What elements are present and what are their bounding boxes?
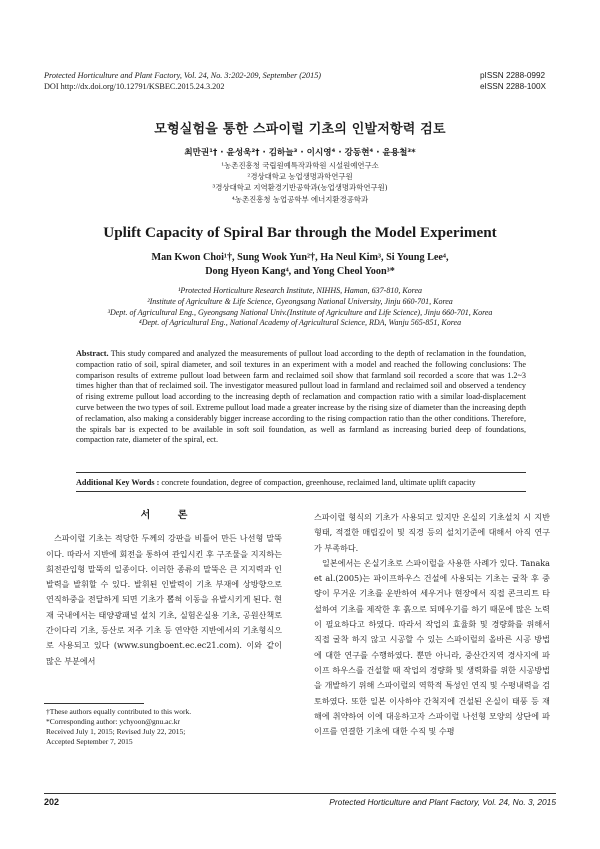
footnote: *Corresponding author: ychyoon@gnu.ac.kr [46,717,180,726]
body-paragraph: 일본에서는 온실기초로 스파이럴을 사용한 사례가 있다. Tanaka et al.(2005)는 파이프하우스 건설에 사용되는 기초는 굴착 후 중량이 무거운 기초를 운반하여 세우거나 현장에서 직접 콘크리트 타설하여 기초를 제작한 후 흙으로 되메우기를 하기 때문에 많은 노력이 필요하다고 하였다. 따라서 작업의 효율화 및 경량화를 위해서 직접 굴착 하지 않고 시공할 수 있는 스파이럴의 올바른 시공 방법에 대한 연구를 수행하였다. 뿐만 아니라, 중산간지역 경사지에 파이프 하우스를 건설할 때 작업의 경량화 및 생력화를 위한 시공방법을 개발하기 위해 스파이럴의 역학적 특성인 연직 및 수평내력을 검토하였다. 또한 일본 이사하야 간척지에 건설된 온실이 태풍 등 재해에 취약하여 이에 대응하고자 스파이럴 나선형 모양의 상단에 파이프를 연결한 기초에 대한 수직 및 수평 [314,557,550,737]
journal-header [44,70,321,92]
korean-title: 모형실험을 통한 스파이럴 기초의 인발저항력 검토 [154,122,446,137]
footer-journal: Protected Horticulture and Plant Factory, Vol. 24, No. 3, 2015 [329,797,556,807]
section-title: 서 론 [140,510,200,521]
divider [76,491,526,492]
english-affiliation: ²Institute of Agriculture & Life Science, Gyeongsang National University, Jinju 660-701, Korea [147,296,453,306]
abstract [76,349,526,446]
english-affiliation: ³Dept. of Agricultural Eng., Gyeongsang National Univ.(Institute of Agriculture and Life Science), Jinju 660-701, Korea [107,307,493,317]
english-affiliation: ⁴Dept. of Agricultural Eng., National Academy of Agricultural Science, RDA, Wanju 565-851, Korea [138,318,462,328]
body-paragraph: 스파이럴 형식의 기초가 사용되고 있지만 온실의 기초설치 시 지반형태, 적절한 매립깊이 및 직경 등의 설치기준에 대해서 아직 연구가 부족하다. [314,512,550,553]
divider [76,472,526,473]
english-authors [0,251,600,279]
eissn: eISSN 2288-100X [480,82,546,91]
korean-affiliations [0,160,600,205]
page-number: 202 [44,797,60,807]
korean-authors: 최만권¹† · 윤성욱²† · 김하늘³ · 이시영⁴ · 강동현⁴ · 윤용철³* [184,148,416,158]
footnote: Accepted September 7, 2015 [46,737,133,746]
korean-affiliation: ⁴농촌진흥청 농업공학부 에너지환경공학과 [231,194,369,204]
footnotes [46,707,191,747]
keywords-label: Additional Key Words : [76,478,160,487]
footer-divider [44,793,556,794]
abstract-text: This study compared and analyzed the measurements of pullout load according to the depth of reclamation in the foundation, compaction ratio of soil, spiral diameter, and soil textures in an experiment with a model and reached the following conclusions: The comparison results of extreme pullout load between farm and reclaimed soil show that farmland soil recorded a score that was 1.2~3 times higher than that of reclaimed soil. The investigator measured pullout load in farmland and reclaimed soil and observed a tendency of rising extreme pullout load according to the increasing depth of reclamation and compaction ratio with a similar load-displacement curve between the two types of soil. Extreme pullout load made a greater increase by the rising size of diameter than the increasing depth of reclamation, also making a considerably bigger increase according to the rising compaction ratio than the other conditions. Therefore, the spirals bar is expected to be available in soft soil foundation, as well as farmland as increasing buried deep of foundations, compaction rate, diameter of the spiral, ect. [76,349,527,445]
body-column-right [314,510,550,739]
abstract-label: Abstract. [76,349,109,358]
english-affiliations [0,286,600,329]
body-column-left [46,508,282,669]
footnote: †These authors equally contributed to this work. [46,707,192,716]
english-title: Uplift Capacity of Spiral Bar through the Model Experiment [103,224,497,241]
english-authors-line: Dong Hyeon Kang⁴, and Yong Cheol Yoon³* [205,266,395,277]
korean-affiliation: ¹농촌진흥청 국립원예특작과학원 시설원예연구소 [221,161,379,170]
english-authors-line: Man Kwon Choi¹†, Sung Wook Yun²†, Ha Neul Kim³, Si Young Lee⁴, [151,252,449,263]
footnote: Received July 1, 2015; Revised July 22, 2015; [46,727,186,736]
korean-affiliation: ²경상대학교 농업생명과학연구원 [247,172,353,182]
issn-block [480,70,546,92]
footnote-divider [44,703,144,704]
english-affiliation: ¹Protected Horticulture Research Institute, NIHHS, Haman, 637-810, Korea [177,286,423,295]
pissn: pISSN 2288-0992 [480,71,546,80]
keywords-text: concrete foundation, degree of compaction, greenhouse, reclaimed land, ultimate uplift capacity [161,478,476,487]
korean-affiliation: ³경상대학교 지역환경기반공학과(농업생명과학연구원) [212,183,388,193]
keywords [76,478,528,487]
body-paragraph: 스파이럴 기초는 적당한 두께의 강판을 비틀어 만든 나선형 말뚝이다. 따라서 지반에 회전을 통하여 관입시킨 후 구조물을 지지하는 회전관입형 말뚝의 일종이다. 이러한 종류의 말뚝은 큰 지지력과 인발력을 발휘할 수 있다. 발휘된 인발력이 기초 부재에 상방향으로 연직하중을 전달하게 되면 기초가 뽑혀 이동을 유발시키게 된다. 현재 국내에서는 태양광패널 설치 기초, 실험온실용 기초, 공원산책로 간이다리 기초, 등산로 저주 기초 등 연약한 지반에서의 기초형식으로 사용되고 있다 (www.sungboent.ec.ec21.com). 이와 같이 많은 부분에서 [46,533,282,666]
doi-line: DOI http://dx.doi.org/10.12791/KSBEC.2015.24.3.202 [44,82,225,91]
journal-citation: Protected Horticulture and Plant Factory, Vol. 24, No. 3:202-209, September (2015) [44,71,322,80]
